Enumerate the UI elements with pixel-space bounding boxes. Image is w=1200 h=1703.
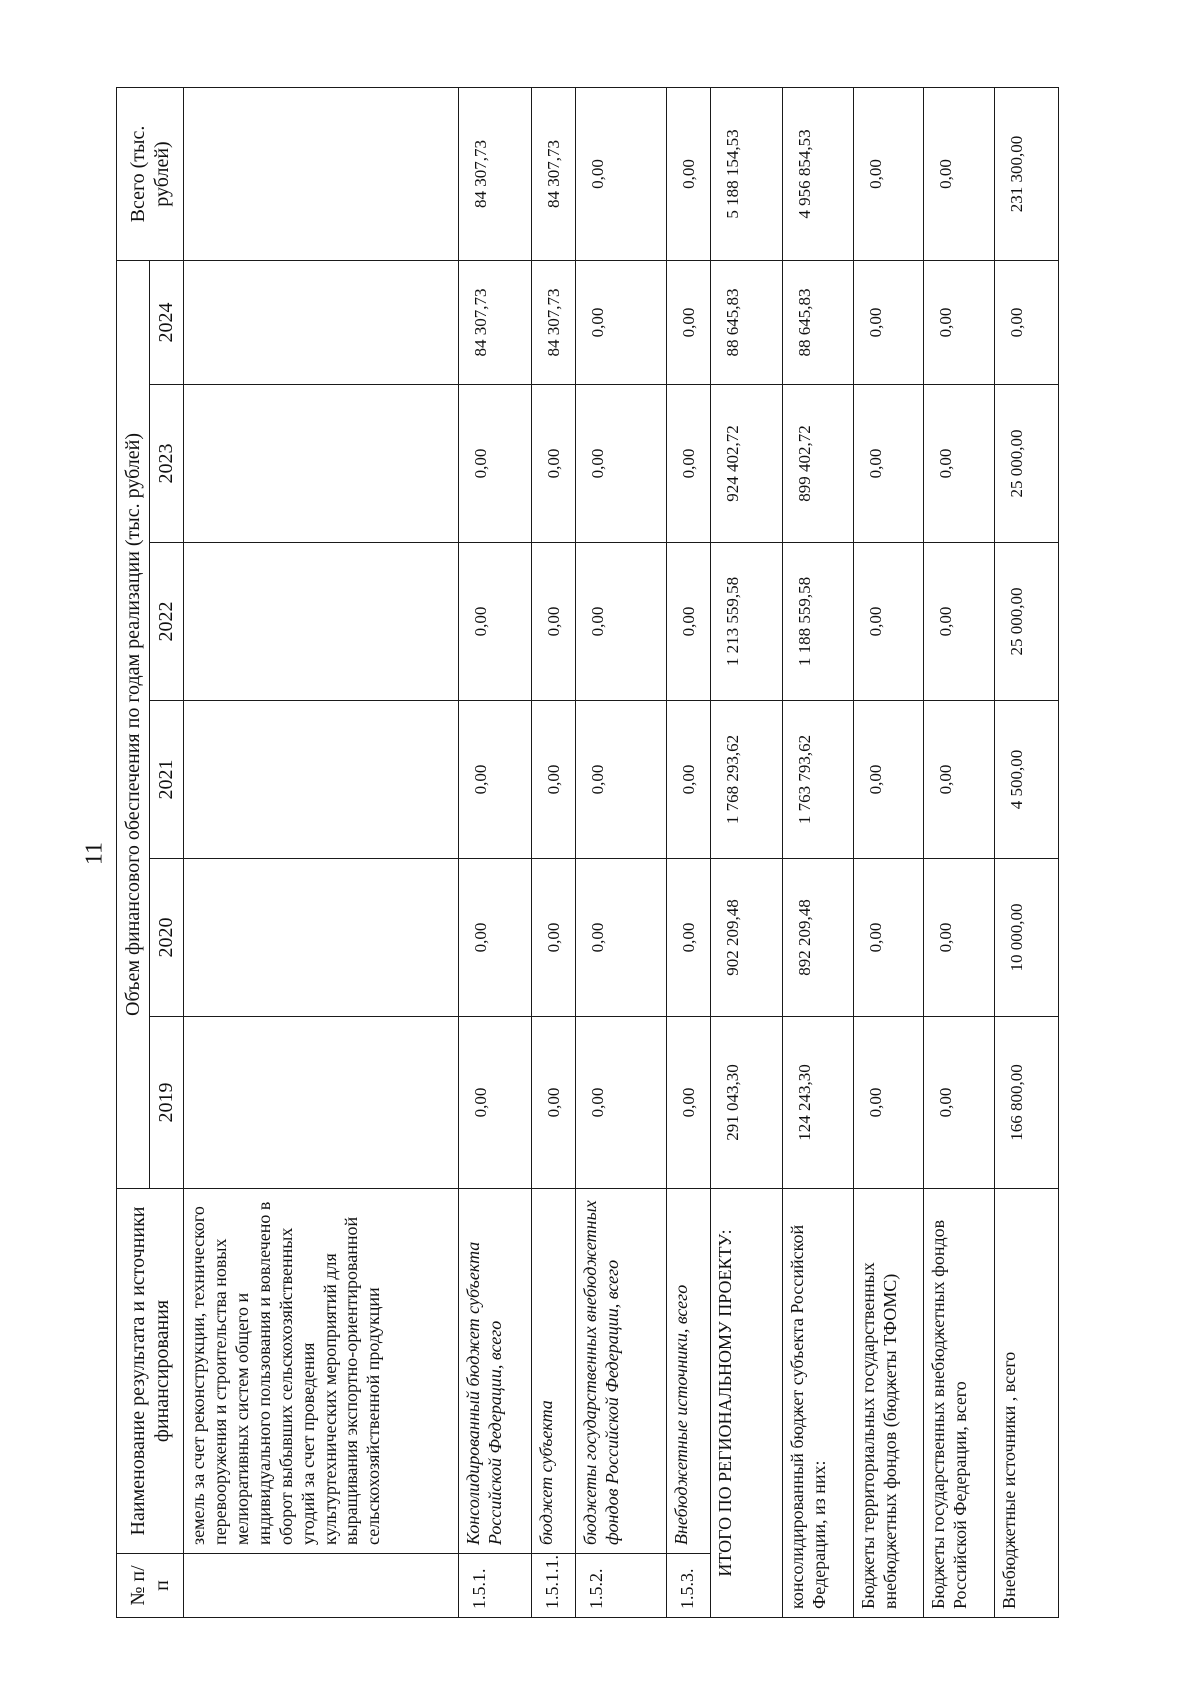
table-row: [183, 88, 459, 1618]
header-num: № п/п: [117, 1554, 184, 1618]
row-value: 0,00: [459, 701, 532, 859]
table-row: [666, 88, 710, 1618]
header-group: Объем финансового обеспечения по годам реализации (тыс. рублей): [117, 261, 150, 1189]
row-value: 0,00: [666, 261, 710, 385]
total-value: 1 768 293,62: [710, 701, 783, 859]
summary-value: 899 402,72: [783, 385, 854, 543]
row-value: 0,00: [532, 1017, 576, 1189]
header-year-2020: 2020: [150, 859, 183, 1017]
summary-value: 892 209,48: [783, 859, 854, 1017]
row-value: [183, 261, 459, 385]
summary-row: [924, 88, 995, 1618]
summary-value: 88 645,83: [783, 261, 854, 385]
summary-row: [994, 88, 1058, 1618]
summary-value: 0,00: [924, 385, 995, 543]
summary-value: 166 800,00: [994, 1017, 1058, 1189]
summary-value: 0,00: [994, 261, 1058, 385]
header-year-2024: 2024: [150, 261, 183, 385]
row-name: бюджеты государственных внебюджетных фондов Российской Федерации, всего: [576, 1189, 666, 1554]
summary-name: Бюджеты территориальных государственных внебюджетных фондов (бюджеты ТФОМС): [853, 1189, 924, 1618]
row-num: [183, 1554, 459, 1618]
row-name: Консолидированный бюджет субъекта Российской Федерации, всего: [459, 1189, 532, 1554]
summary-value: 10 000,00: [994, 859, 1058, 1017]
summary-name: Бюджеты государственных внебюджетных фондов Российской Федерации, всего: [924, 1189, 995, 1618]
row-value: 0,00: [666, 701, 710, 859]
row-value: [183, 385, 459, 543]
summary-total: 0,00: [924, 88, 995, 261]
summary-value: 0,00: [853, 859, 924, 1017]
row-num: 1.5.2.: [576, 1554, 666, 1618]
table-row: [576, 88, 666, 1618]
total-value: 291 043,30: [710, 1017, 783, 1189]
summary-value: 1 763 793,62: [783, 701, 854, 859]
row-total: 84 307,73: [459, 88, 532, 261]
header-year-2019: 2019: [150, 1017, 183, 1189]
rotated-table-container: [116, 88, 1059, 1618]
row-value: [183, 1017, 459, 1189]
summary-value: 0,00: [924, 701, 995, 859]
header-year-2021: 2021: [150, 701, 183, 859]
row-value: 0,00: [576, 701, 666, 859]
row-num: 1.5.1.: [459, 1554, 532, 1618]
row-value: 0,00: [532, 701, 576, 859]
summary-row: [853, 88, 924, 1618]
page-number: 11: [81, 841, 108, 866]
summary-total: 4 956 854,53: [783, 88, 854, 261]
summary-row: [783, 88, 854, 1618]
row-value: 0,00: [576, 859, 666, 1017]
summary-total: 0,00: [853, 88, 924, 261]
row-value: 0,00: [576, 261, 666, 385]
summary-value: 1 188 559,58: [783, 543, 854, 701]
row-value: 0,00: [532, 543, 576, 701]
row-value: 0,00: [576, 385, 666, 543]
row-num: 1.5.1.1.: [532, 1554, 576, 1618]
financing-table: [116, 87, 1059, 1618]
total-value: 924 402,72: [710, 385, 783, 543]
row-total: 0,00: [666, 88, 710, 261]
row-value: 0,00: [666, 1017, 710, 1189]
row-total: [183, 88, 459, 261]
row-value: 0,00: [459, 859, 532, 1017]
total-value: 902 209,48: [710, 859, 783, 1017]
row-value: 0,00: [459, 543, 532, 701]
summary-value: 0,00: [853, 701, 924, 859]
row-value: [183, 701, 459, 859]
summary-value: 0,00: [853, 385, 924, 543]
row-value: 84 307,73: [532, 261, 576, 385]
row-value: 0,00: [666, 859, 710, 1017]
table-row: [532, 88, 576, 1618]
row-value: 0,00: [576, 1017, 666, 1189]
row-value: 0,00: [459, 1017, 532, 1189]
summary-value: 0,00: [924, 543, 995, 701]
row-value: [183, 543, 459, 701]
summary-name: консолидированный бюджет субъекта Российской Федерации, из них:: [783, 1189, 854, 1618]
summary-value: 0,00: [924, 261, 995, 385]
row-value: 0,00: [532, 859, 576, 1017]
summary-value: 4 500,00: [994, 701, 1058, 859]
row-total: 84 307,73: [532, 88, 576, 261]
total-grand: 5 188 154,53: [710, 88, 783, 261]
summary-value: 0,00: [853, 543, 924, 701]
row-value: 0,00: [576, 543, 666, 701]
summary-value: 25 000,00: [994, 543, 1058, 701]
summary-value: 124 243,30: [783, 1017, 854, 1189]
header-year-2023: 2023: [150, 385, 183, 543]
row-value: 0,00: [666, 385, 710, 543]
row-value: [183, 859, 459, 1017]
table-row: [459, 88, 532, 1618]
summary-value: 0,00: [924, 1017, 995, 1189]
row-value: 84 307,73: [459, 261, 532, 385]
total-row-title: ИТОГО ПО РЕГИОНАЛЬНОМУ ПРОЕКТУ:: [710, 1189, 783, 1618]
total-value: 88 645,83: [710, 261, 783, 385]
header-total: Всего (тыс. рублей): [117, 88, 184, 261]
row-total: 0,00: [576, 88, 666, 261]
header-name: Наименование результата и источники финансирования: [117, 1189, 184, 1554]
summary-value: 0,00: [853, 1017, 924, 1189]
total-row: [710, 88, 783, 1618]
summary-name: Внебюджетные источники , всего: [994, 1189, 1058, 1618]
total-value: 1 213 559,58: [710, 543, 783, 701]
row-name: земель за счет реконструкции, технического перевооружения и строительства новых мелиоративных систем общего и индивидуального пользования и вовлечено в оборот выбывших сельскохозяйственных угодий за счет проведения культуртехнических мероприятий для выращивания экспортно-ориентированной сельскохозяйственной продукции: [183, 1189, 459, 1554]
summary-total: 231 300,00: [994, 88, 1058, 261]
summary-value: 0,00: [924, 859, 995, 1017]
row-value: 0,00: [666, 543, 710, 701]
summary-value: 0,00: [853, 261, 924, 385]
row-name: бюджет субъекта: [532, 1189, 576, 1554]
row-num: 1.5.3.: [666, 1554, 710, 1618]
header-year-2022: 2022: [150, 543, 183, 701]
row-value: 0,00: [459, 385, 532, 543]
row-name: Внебюджетные источники, всего: [666, 1189, 710, 1554]
row-value: 0,00: [532, 385, 576, 543]
summary-value: 25 000,00: [994, 385, 1058, 543]
